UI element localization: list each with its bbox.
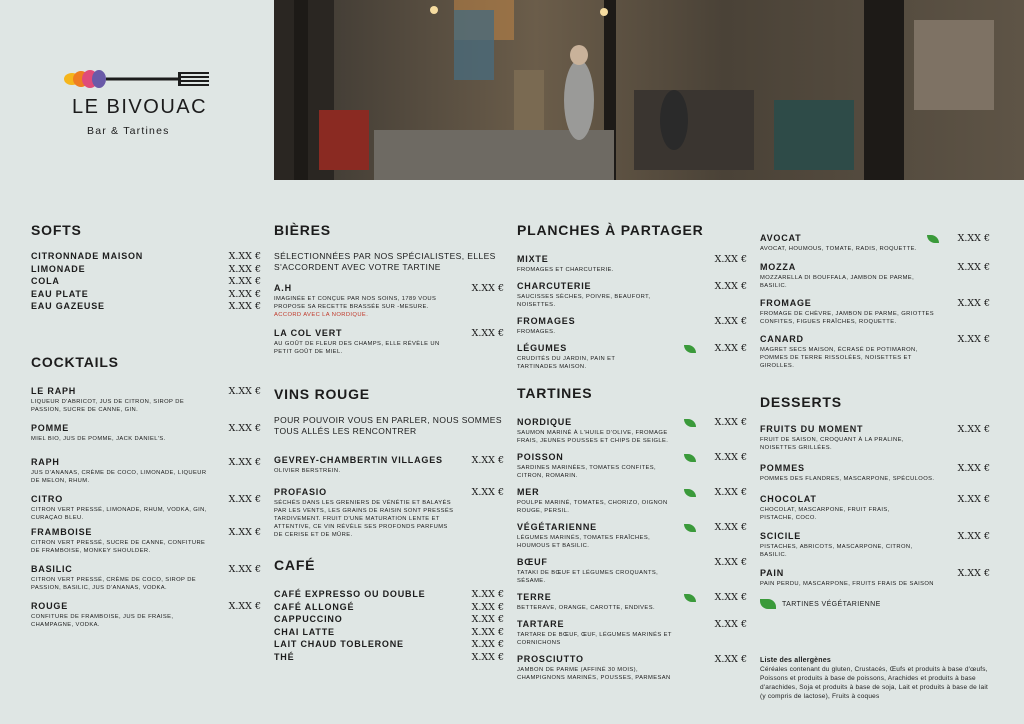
item-price: X.XX €	[714, 316, 747, 327]
item-name: FROMAGE	[760, 298, 812, 308]
leaf-icon	[760, 599, 776, 609]
column-1	[31, 222, 261, 636]
item-name: CAFÉ ALLONGÉ	[274, 601, 355, 612]
item-name: TARTARE	[517, 619, 565, 629]
list-item	[274, 614, 504, 627]
bar-interior-photo	[274, 0, 1024, 180]
item-description: FRUIT DE SAISON, CROQUANT À LA PRALINE, NOISETTES GRILLÉES.	[760, 437, 904, 451]
menu-item	[517, 557, 747, 585]
item-name: FROMAGES	[517, 316, 576, 326]
item-price: X.XX €	[228, 263, 261, 275]
list-item	[274, 627, 504, 640]
menu-item	[31, 457, 261, 485]
item-price: X.XX €	[228, 563, 261, 575]
list-item	[31, 301, 261, 314]
item-price: X.XX €	[714, 452, 747, 463]
menu-item	[31, 386, 261, 414]
vegetarian-legend	[760, 599, 881, 609]
item-name: EAU GAZEUSE	[31, 301, 105, 311]
item-name: CHOCOLAT	[760, 494, 817, 504]
item-price: X.XX €	[471, 589, 504, 600]
item-description: SÉCHÉS DANS LES GRENIERS DE VÉNÉTIE ET BALAYÉS PAR LES VENTS, LES GRAINS DE RAISIN SONT PRESSÉS TARDIVEMENT. FRUIT D'UNE MATURATION LENTE ET ATTENTIVE, CE VIN RÉVÈLE SES PROFONDS PARFUMS DE CERISE ET DE MÛRE.	[274, 500, 454, 538]
item-name: FRUITS DU MOMENT	[760, 424, 864, 434]
item-price: X.XX €	[714, 487, 747, 498]
item-price: X.XX €	[714, 281, 747, 292]
item-name: CITRO	[31, 493, 63, 504]
item-description: PISTACHES, ABRICOTS, MASCARPONE, CITRON, BASILIC.	[760, 544, 913, 558]
item-name: THÉ	[274, 651, 295, 662]
item-name: POMME	[31, 422, 70, 433]
item-price: X.XX €	[471, 455, 504, 466]
menu-item	[760, 463, 990, 483]
item-price: X.XX €	[471, 651, 504, 663]
menu-item	[517, 592, 747, 612]
menu-item	[760, 494, 990, 522]
item-note: ACCORD AVEC LA NORDIQUE.	[274, 312, 369, 318]
item-name: GEVREY-CHAMBERTIN VILLAGES	[274, 455, 443, 465]
item-description: CONFITURE DE FRAMBOISE, JUS DE FRAISE, CHAMPAGNE, VODKA.	[31, 613, 174, 628]
item-price: X.XX €	[957, 262, 990, 273]
list-item	[31, 251, 261, 264]
menu-item	[274, 283, 504, 318]
item-description: FROMAGES ET CHARCUTERIE.	[517, 267, 614, 273]
section-title-tartines: TARTINES	[517, 385, 593, 401]
item-name: COLA	[31, 276, 60, 286]
item-price: X.XX €	[471, 328, 504, 339]
item-description: SAUCISSES SÈCHES, POIVRE, BEAUFORT, NOISETTES.	[517, 294, 651, 308]
item-description: CHOCOLAT, MASCARPONE, FRUIT FRAIS, PISTACHE, COCO.	[760, 507, 890, 521]
item-name: VÉGÉTARIENNE	[517, 522, 597, 532]
legend-label: TARTINES VÉGÉTARIENNE	[782, 600, 881, 608]
allergens-title: Liste des allergènes	[760, 657, 831, 664]
item-price: X.XX €	[714, 654, 747, 665]
item-name: PROFASIO	[274, 487, 327, 497]
item-description: CITRON VERT PRESSÉ, CRÈME DE COCO, SIROP DE PASSION, BASILIC, JUS D'ANANAS, VODKA.	[31, 576, 197, 591]
section-intro: SÉLECTIONNÉES PAR NOS SPÉCIALISTES, ELLES S'ACCORDENT AVEC VOTRE TARTINE	[274, 251, 496, 272]
item-description: CITRON VERT PRESSÉ, LIMONADE, RHUM, VODKA, GIN, CURAÇAO BLEU.	[31, 506, 207, 521]
list-item	[274, 589, 504, 602]
section-title-cocktails: COCKTAILS	[31, 353, 119, 370]
brand-title: LE BIVOUAC	[72, 96, 208, 118]
list-item	[31, 264, 261, 277]
item-price: X.XX €	[957, 463, 990, 474]
menu-item	[760, 568, 990, 588]
item-price: X.XX €	[228, 276, 261, 287]
item-price: X.XX €	[957, 334, 990, 345]
item-name: CAPPUCCINO	[274, 614, 343, 624]
item-price: X.XX €	[471, 639, 504, 650]
item-price: X.XX €	[957, 233, 990, 244]
item-price: X.XX €	[957, 531, 990, 542]
item-name: LÉGUMES	[517, 343, 568, 353]
item-name: EAU PLATE	[31, 288, 89, 299]
menu-item	[760, 298, 990, 326]
item-price: X.XX €	[957, 424, 990, 435]
item-price: X.XX €	[228, 301, 261, 312]
menu-item	[517, 619, 747, 647]
item-price: X.XX €	[714, 343, 747, 354]
item-description: LÉGUMES MARINÉS, TOMATES FRAÎCHES, HOUMOUS ET BASILIC.	[517, 535, 651, 549]
section-title-vins: VINS ROUGE	[274, 386, 370, 402]
item-description: IMAGINÉE ET CONÇUE PAR NOS SOINS, 1789 VOUS PROPOSE SA RECETTE BRASSÉE SUR -MESURE.	[274, 296, 437, 310]
item-price: X.XX €	[714, 417, 747, 428]
menu-item	[517, 654, 747, 682]
item-name: MIXTE	[517, 254, 549, 264]
section-title-planches: PLANCHES À PARTAGER	[517, 222, 704, 238]
item-price: X.XX €	[714, 557, 747, 568]
item-name: MER	[517, 487, 540, 497]
item-description: FROMAGE DE CHÈVRE, JAMBON DE PARME, GRIOTTES CONFITES, FIGUES FRAÎCHES, ROQUETTE.	[760, 311, 935, 325]
item-price: X.XX €	[228, 600, 261, 612]
item-name: LIMONADE	[31, 263, 86, 274]
menu-item	[31, 494, 261, 522]
item-name: BŒUF	[517, 557, 548, 567]
item-price: X.XX €	[471, 283, 504, 294]
item-description: BETTERAVE, ORANGE, CAROTTE, ENDIVES.	[517, 605, 655, 611]
item-name: LA COL VERT	[274, 328, 343, 338]
item-description: JUS D'ANANAS, CRÈME DE COCO, LIMONADE, LIQUEUR DE MELON, RHUM.	[31, 469, 207, 484]
item-name: A.H	[274, 283, 292, 293]
fork-logo-icon	[62, 66, 212, 92]
item-description: CRUDITÉS DU JARDIN, PAIN ET TARTINADES MAISON.	[517, 356, 616, 370]
menu-item	[274, 455, 504, 475]
item-price: X.XX €	[228, 288, 261, 300]
item-description: LIQUEUR D'ABRICOT, JUS DE CITRON, SIROP DE PASSION, SUCRE DE CANNE, GIN.	[31, 398, 185, 413]
menu-item	[517, 281, 747, 309]
item-description: MOZZARELLA DI BOUFFALA, JAMBON DE PARME, BASILIC.	[760, 275, 915, 289]
item-description: FROMAGES.	[517, 329, 556, 335]
item-price: X.XX €	[471, 601, 504, 613]
item-description: SARDINES MARINÉES, TOMATES CONFITES, CITRON, ROMARIN.	[517, 465, 657, 479]
cafe-list	[274, 589, 504, 664]
item-name: RAPH	[31, 456, 60, 467]
item-description: MIEL BIO, JUS DE POMME, JACK DANIEL'S.	[31, 435, 166, 442]
item-description: AVOCAT, HOUMOUS, TOMATE, RADIS, ROQUETTE.	[760, 246, 917, 252]
item-price: X.XX €	[228, 251, 261, 262]
menu-item	[517, 254, 747, 274]
section-title-desserts: DESSERTS	[760, 394, 842, 410]
item-price: X.XX €	[471, 487, 504, 498]
item-name: CHAI LATTE	[274, 626, 335, 637]
item-description: CITRON VERT PRESSÉ, SUCRE DE CANNE, CONFITURE DE FRAMBOISE, MONKEY SHOULDER.	[31, 539, 206, 554]
item-description: SAUMON MARINÉ À L'HUILE D'OLIVE, FROMAGE FRAIS, JEUNES POUSSES ET CHIPS DE SEIGLE.	[517, 430, 669, 444]
column-4	[760, 233, 990, 595]
item-name: SCICILE	[760, 531, 802, 541]
list-item	[274, 602, 504, 615]
item-price: X.XX €	[714, 592, 747, 603]
menu-item	[517, 316, 747, 336]
brand-subtitle: Bar & Tartines	[87, 125, 170, 137]
column-2	[274, 222, 504, 664]
menu-item	[31, 564, 261, 592]
item-price: X.XX €	[957, 494, 990, 505]
item-name: FRAMBOISE	[31, 526, 93, 537]
item-description: JAMBON DE PARME (AFFINÉ 30 MOIS), CHAMPIGNONS MARINÉS, POUSSES, PARMESAN	[517, 667, 671, 681]
item-price: X.XX €	[957, 568, 990, 579]
item-price: X.XX €	[714, 522, 747, 533]
item-name: PAIN	[760, 568, 785, 578]
section-title-bieres: BIÈRES	[274, 222, 331, 238]
item-price: X.XX €	[714, 254, 747, 265]
menu-item	[274, 328, 504, 356]
item-name: LE RAPH	[31, 385, 77, 396]
item-price: X.XX €	[228, 526, 261, 538]
item-name: BASILIC	[31, 563, 73, 574]
item-description: PAIN PERDU, MASCARPONE, FRUITS FRAIS DE SAISON	[760, 581, 934, 587]
menu-item	[31, 527, 261, 555]
menu-item	[517, 417, 747, 445]
item-name: CANARD	[760, 334, 804, 344]
item-price: X.XX €	[228, 493, 261, 505]
menu-item	[760, 424, 990, 452]
item-name: LAIT CHAUD TOBLERONE	[274, 639, 404, 649]
section-title-softs: SOFTS	[31, 222, 82, 238]
section-title-cafe: CAFÉ	[274, 557, 316, 573]
allergens-note	[760, 656, 995, 701]
menu-item	[760, 262, 990, 290]
item-price: X.XX €	[471, 626, 504, 638]
menu-item	[517, 522, 747, 550]
item-price: X.XX €	[957, 298, 990, 309]
list-item	[31, 289, 261, 302]
list-item	[274, 652, 504, 665]
item-name: CAFÉ EXPRESSO OU DOUBLE	[274, 589, 426, 599]
item-price: X.XX €	[228, 385, 261, 397]
menu-item	[760, 531, 990, 559]
item-description: TARTARE DE BŒUF, ŒUF, LÉGUMES MARINÉS ET CORNICHONS	[517, 632, 672, 646]
item-name: TERRE	[517, 592, 552, 602]
menu-item	[517, 343, 747, 371]
item-name: AVOCAT	[760, 233, 802, 243]
column-3	[517, 222, 747, 689]
item-description: POMMES DES FLANDRES, MASCARPONE, SPÉCULOOS.	[760, 476, 935, 482]
section-intro: POUR POUVOIR VOUS EN PARLER, NOUS SOMMES TOUS ALLÉS LES RENCONTRER	[274, 415, 502, 436]
cocktails-list	[31, 386, 261, 629]
item-name: CITRONNADE MAISON	[31, 251, 144, 261]
item-description: AU GOÛT DE FLEUR DES CHAMPS, ELLE RÉVÈLE UN PETIT GOÛT DE MIEL.	[274, 341, 440, 355]
item-price: X.XX €	[228, 422, 261, 434]
item-name: POISSON	[517, 452, 564, 462]
menu-item	[31, 601, 261, 629]
item-name: NORDIQUE	[517, 417, 572, 427]
item-description: MAGRET SECS MAISON, ÉCRASÉ DE POTIMARON, POMMES DE TERRE RISSOLÉES, NOISETTES ET GIROLLES.	[760, 347, 918, 369]
menu-item	[274, 487, 504, 539]
item-price: X.XX €	[714, 619, 747, 630]
list-item	[274, 639, 504, 652]
allergens-text: Céréales contenant du gluten, Crustacés, Œufs et produits à base d'œufs, Poissons et produits à base de poissons, Arachides et produits à base d'arachides, Soja et produits à base de soja, Lait et produits à base de lait (y compris de lactose), Fruits à coques	[760, 666, 989, 700]
menu-item	[31, 423, 261, 443]
item-description: OLIVIER BERSTREIN.	[274, 468, 341, 474]
brand-logo	[62, 66, 222, 146]
item-price: X.XX €	[471, 614, 504, 625]
item-name: POMMES	[760, 463, 805, 473]
list-item	[31, 276, 261, 289]
item-name: PROSCIUTTO	[517, 654, 584, 664]
item-description: TATAKI DE BŒUF ET LÉGUMES CROQUANTS, SÉSAME.	[517, 570, 659, 584]
menu-item	[517, 487, 747, 515]
item-name: MOZZA	[760, 262, 796, 272]
item-price: X.XX €	[228, 456, 261, 468]
item-name: ROUGE	[31, 600, 69, 611]
menu-item	[517, 452, 747, 480]
menu-item	[760, 334, 990, 370]
softs-list	[31, 251, 261, 314]
item-name: CHARCUTERIE	[517, 281, 592, 291]
item-description: POULPE MARINÉ, TOMATES, CHORIZO, OIGNON ROUGE, PERSIL.	[517, 500, 668, 514]
menu-item	[760, 233, 990, 253]
